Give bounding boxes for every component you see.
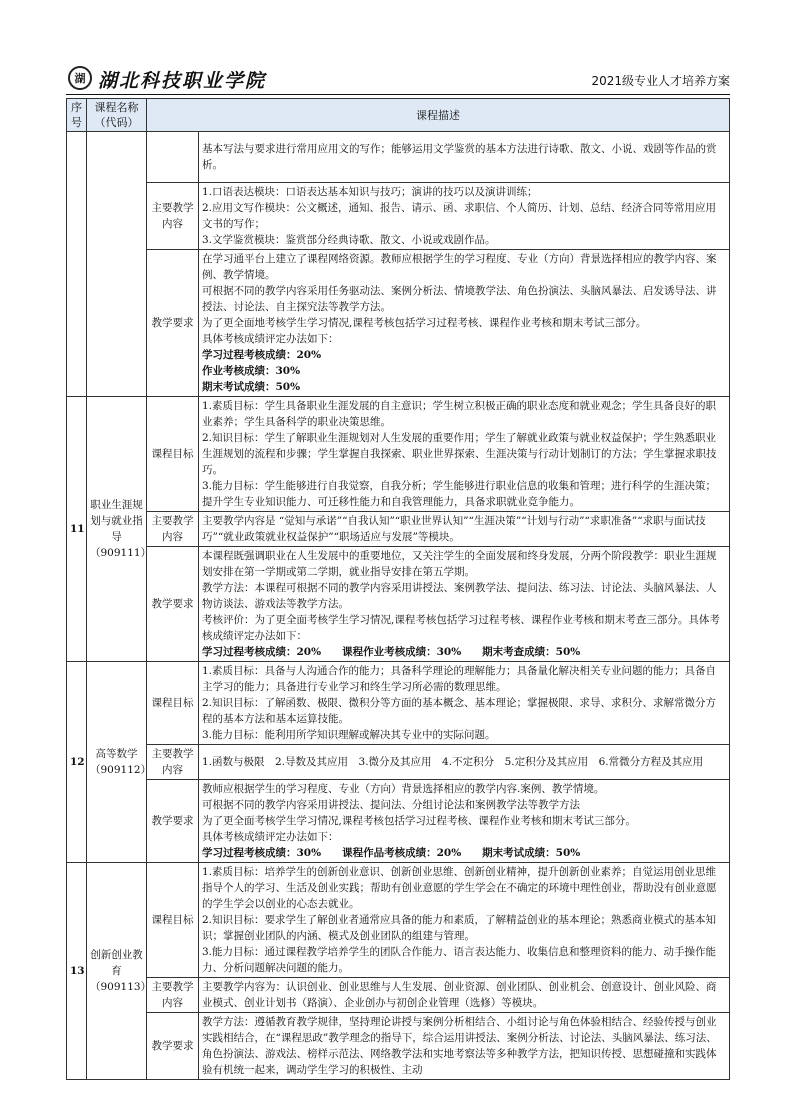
course-11-req-line: 本课程既强调职业在人生发展中的重要地位，又关注学生的全面发展和终身发展，分两个阶段教学：职业生涯规划安排在第一学期或第二学期，就业指导安排在第五学期。 xyxy=(202,550,717,578)
course-12-name: 高等数学（909112） xyxy=(87,662,147,863)
cont-content-line: 3.文学鉴赏模块：鉴赏部分经典诗歌、散文、小说或戏剧作品。 xyxy=(202,234,496,246)
course-12-req-line: 为了更全面考核学生学习情况,课程考核包括学习过程考核、课程作业考核和期末考试三部分。 xyxy=(202,815,636,827)
course-12-req-line: 学习过程考核成绩：30% 课程作品考核成绩：20% 期末考试成绩：50% xyxy=(202,847,581,859)
course-12-req-label: 教学要求 xyxy=(147,780,199,863)
cell-no-cont xyxy=(67,132,87,397)
table-row xyxy=(67,780,730,863)
course-11-goal-line: 2.知识目标：学生了解职业生涯规划对人生发展的重要作用；学生了解就业政策与就业权益保护；学生熟悉职业生涯规划的流程和步骤；学生掌握自我探索、职业世界探索、生涯决策与行动计划制订的方法；学生掌握求职技巧。 xyxy=(202,432,717,476)
course-12-req xyxy=(199,780,730,863)
school-name: 湖北科技职业学院 xyxy=(98,70,267,92)
course-12-content-label: 主要教学内容 xyxy=(147,745,199,780)
cont-req-line: 在学习通平台上建立了课程网络资源。教师应根据学生的学习程度、专业（方向）背景选择相应的教学内容、案例、教学情境。 xyxy=(202,253,717,281)
course-11-name: 职业生涯规划与就业指导（909111） xyxy=(87,397,147,662)
cont-req xyxy=(199,250,730,397)
table-row xyxy=(67,745,730,780)
table-row xyxy=(67,1013,730,1080)
cont-req-line: 学习过程考核成绩：20% xyxy=(202,349,322,361)
school-logo-icon xyxy=(68,66,92,90)
course-11-req-line: 考核评价：为了更全面考核学生学习情况,课程考核包括学习过程考核、课程作业考核和期末考查三部分。具体考核成绩评定办法如下： xyxy=(202,614,720,642)
header-divider xyxy=(66,94,730,95)
table-row xyxy=(67,183,730,250)
table-row xyxy=(67,132,730,183)
logo-glyph: 湖 xyxy=(74,72,86,85)
course-12-goal-line: 2.知识目标：了解函数、极限、微积分等方面的基本概念、基本理论；掌握极限、求导、求积分、求解常微分方程的基本方法和基本运算技能。 xyxy=(202,697,717,725)
course-11-content-label: 主要教学内容 xyxy=(147,512,199,547)
course-11-req-line: 教学方法：本课程可根据不同的教学内容采用讲授法、案例教学法、提问法、练习法、讨论法、头脑风暴法、人物访谈法、游戏法等教学方法。 xyxy=(202,582,717,610)
cont-req-line: 为了更全面地考核学生学习情况,课程考核包括学习过程考核、课程作业考核和期末考试三部分。 xyxy=(202,317,647,329)
cont-content xyxy=(199,183,730,250)
table-row xyxy=(67,978,730,1013)
course-12-goal-label: 课程目标 xyxy=(147,662,199,745)
table-header-row xyxy=(67,99,730,132)
cont-req-label: 教学要求 xyxy=(147,250,199,397)
table-row xyxy=(67,662,730,745)
course-table xyxy=(66,98,730,1080)
cont-req-line: 可根据不同的教学内容采用任务驱动法、案例分析法、情境教学法、角色扮演法、头脑风暴法、启发诱导法、讲授法、讨论法、自主探究法等教学方法。 xyxy=(202,285,717,313)
table-row xyxy=(67,512,730,547)
table-row xyxy=(67,397,730,512)
table-row xyxy=(67,547,730,662)
cont-intro: 基本写法与要求进行常用应用文的写作；能够运用文学鉴赏的基本方法进行诗歌、散文、小说、戏剧等作品的赏析。 xyxy=(199,132,730,183)
course-12-req-line: 教师应根据学生的学习程度、专业（方向）背景选择相应的教学内容.案例、教学情境。 xyxy=(202,783,605,795)
course-11-goal-label: 课程目标 xyxy=(147,397,199,512)
cont-content-line: 2.应用文写作模块：公文概述，通知、报告、请示、函、求职信、个人简历、计划、总结、经济合同等常用应用文书的写作； xyxy=(202,202,717,230)
course-13-goal xyxy=(199,863,730,978)
table-row xyxy=(67,250,730,397)
course-13-goal-line: 1.素质目标：培养学生的创新创业意识、创新创业思维、创新创业精神，提升创新创业素养；自觉运用创业思维指导个人的学习、生活及创业实践；帮助有创业意愿的学生学会在不确定的环境中理性创业，帮助没有创业意愿的学生学会以创业的心态去就业。 xyxy=(202,866,717,910)
cont-content-line: 1.口语表达模块：口语表达基本知识与技巧；演讲的技巧以及演讲训练； xyxy=(202,186,538,198)
course-13-goal-label: 课程目标 xyxy=(147,863,199,978)
cont-content-label: 主要教学内容 xyxy=(147,183,199,250)
course-13-req xyxy=(199,1013,730,1080)
course-13-req-line: 教学方法：遵循教育教学规律，坚持理论讲授与案例分析相结合、小组讨论与角色体验相结合、经验传授与创业实践相结合，在“课程思政”教学理念的指导下，综合运用讲授法、案例分析法、讨论法、头脑风暴法、练习法、角色扮演法、游戏法、榜样示范法、网络教学法和实地考察法等多种教学方法，把知识传授、思想碰撞和实践体验有机统一起来，调动学生学习的积极性、主动 xyxy=(202,1016,717,1076)
table-row xyxy=(67,863,730,978)
course-12-req-line: 具体考核成绩评定办法如下： xyxy=(202,831,339,843)
course-13-req-label: 教学要求 xyxy=(147,1013,199,1080)
header-desc: 课程描述 xyxy=(147,99,730,132)
course-13-content: 主要教学内容为：认识创业、创业思维与人生发展、创业资源、创业团队、创业机会、创意设计、创业风险、商业模式、创业计划书（路演）、企业创办与初创企业管理（选修）等模块。 xyxy=(199,978,730,1013)
course-12-goal xyxy=(199,662,730,745)
page-header xyxy=(66,66,730,96)
cont-req-line: 具体考核成绩评定办法如下： xyxy=(202,333,339,345)
course-13-name: 创新创业教育（909113） xyxy=(87,863,147,1080)
header-name: 课程名称（代码） xyxy=(87,99,147,132)
course-13-content-label: 主要教学内容 xyxy=(147,978,199,1013)
course-12-content: 1.函数与极限 2.导数及其应用 3.微分及其应用 4.不定积分 5.定积分及其应用 6.常微分方程及其应用 xyxy=(199,745,730,780)
course-11-no: 11 xyxy=(67,397,87,662)
course-11-content: 主要教学内容是 “觉知与承诺”“自我认知”“职业世界认知”“生涯决策”“计划与行动”“求职准备”“求职与面试技巧”“就业政策就业权益保护”“职场适应与发展”等模块。 xyxy=(199,512,730,547)
cont-req-line: 期末考试成绩：50% xyxy=(202,381,301,393)
course-12-goal-line: 1.素质目标：具备与人沟通合作的能力；具备科学理论的理解能力；具备量化解决相关专业问题的能力；具备自主学习的能力；具备进行专业学习和终生学习所必需的数理思维。 xyxy=(202,665,717,693)
course-11-req-line: 学习过程考核成绩：20% 课程作业考核成绩：30% 期末考查成绩：50% xyxy=(202,646,581,658)
course-11-req xyxy=(199,547,730,662)
course-13-goal-line: 3.能力目标：通过课程教学培养学生的团队合作能力、语言表达能力、收集信息和整理资料的能力、动手操作能力、分析问题解决问题的能力。 xyxy=(202,946,717,974)
course-12-req-line: 可根据不同的教学内容采用讲授法、提问法、分组讨论法和案例教学法等教学方法 xyxy=(202,799,580,811)
course-12-goal-line: 3.能力目标：能利用所学知识理解或解决其专业中的实际问题。 xyxy=(202,729,496,741)
course-11-goal-line: 1.素质目标：学生具备职业生涯发展的自主意识；学生树立积极正确的职业态度和就业观念；学生具备良好的职业素养；学生具备科学的职业决策思维。 xyxy=(202,400,717,428)
document-title: 2021级专业人才培养方案 xyxy=(591,74,730,88)
cell-name-cont xyxy=(87,132,147,397)
course-11-goal xyxy=(199,397,730,512)
course-11-req-label: 教学要求 xyxy=(147,547,199,662)
header-no: 序号 xyxy=(67,99,87,132)
course-11-goal-line: 3.能力目标：学生能够进行自我觉察，自我分析；学生能够进行职业信息的收集和管理；进行科学的生涯决策；提升学生专业知识能力、可迁移性能力和自我管理能力，具备求职就业竞争能力。 xyxy=(202,480,717,508)
course-13-no: 13 xyxy=(67,863,87,1080)
cont-req-line: 作业考核成绩：30% xyxy=(202,365,301,377)
course-13-goal-line: 2.知识目标：要求学生了解创业者通常应具备的能力和素质，了解精益创业的基本理论；熟悉商业模式的基本知识；掌握创业团队的内涵、模式及创业团队的组建与管理。 xyxy=(202,914,717,942)
course-12-no: 12 xyxy=(67,662,87,863)
cell-sub-empty xyxy=(147,132,199,183)
